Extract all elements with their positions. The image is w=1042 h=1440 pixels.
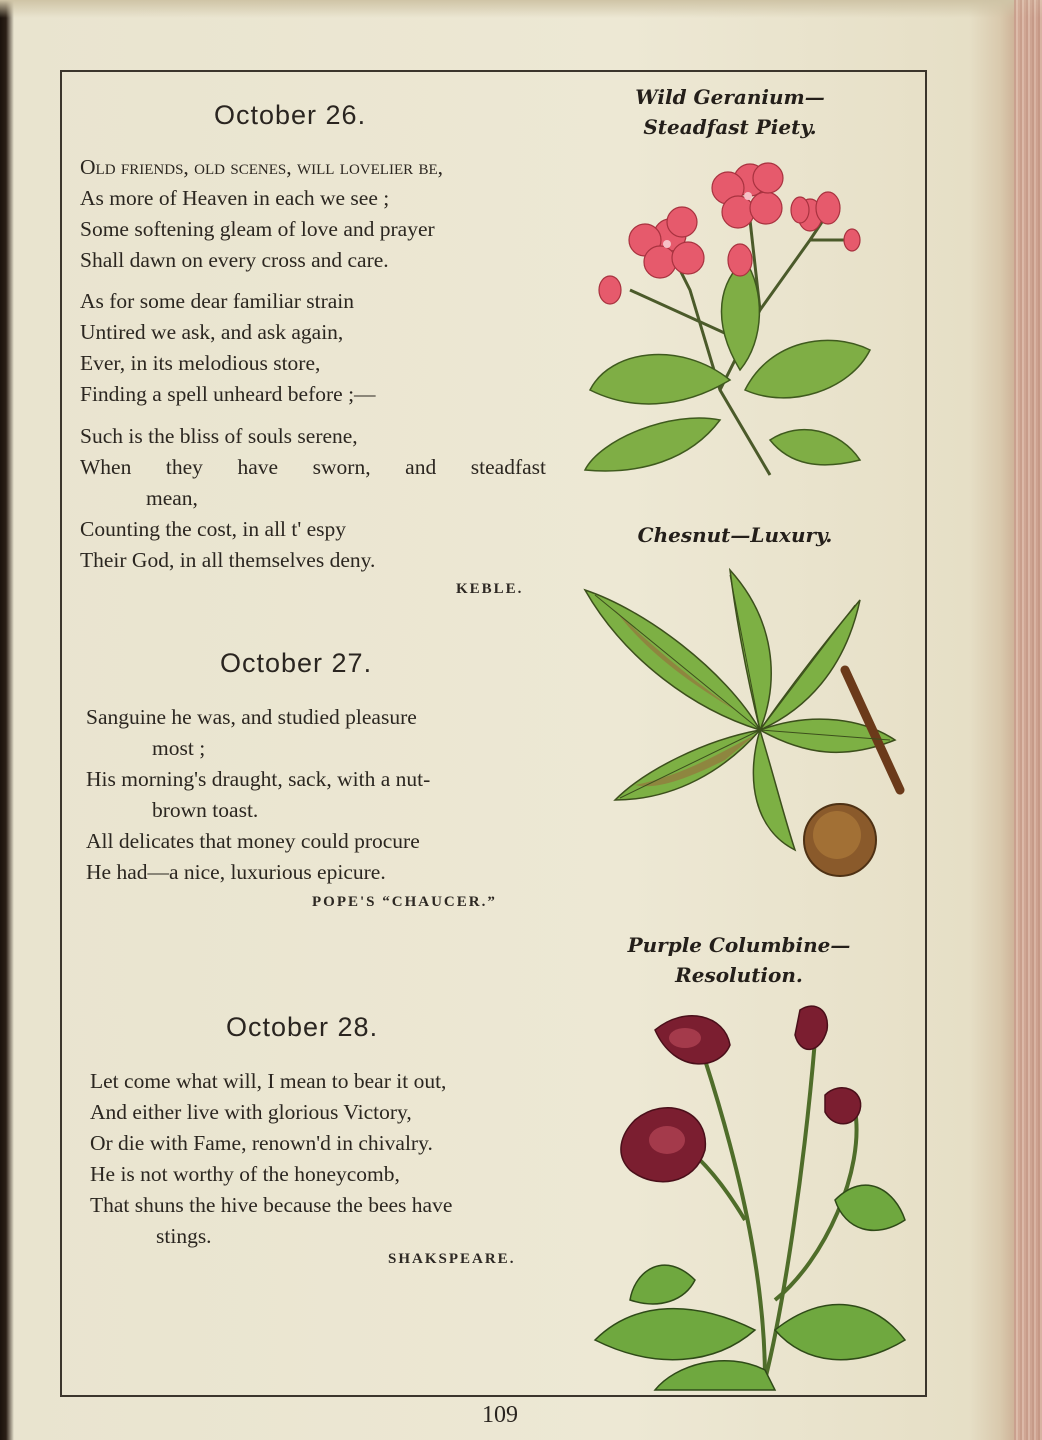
page-edge bbox=[1014, 0, 1042, 1440]
page-number: 109 bbox=[482, 1402, 518, 1428]
poem-line: His morning's draught, sack, with a nut- bbox=[86, 767, 431, 791]
poem-line: Or die with Fame, renown'd in chivalry. bbox=[90, 1131, 433, 1155]
page-top-shadow bbox=[0, 0, 1042, 18]
poem-line-text: Old friends, old scenes, will lovelier be, bbox=[80, 155, 444, 179]
poem-word: have bbox=[237, 455, 279, 479]
caption-line: Chesnut—Luxury. bbox=[637, 523, 833, 547]
poem-line: And either live with glorious Victory, bbox=[90, 1100, 412, 1124]
poem-line: most ; bbox=[152, 736, 206, 760]
poem-line: stings. bbox=[156, 1224, 212, 1248]
poem-line: Sanguine he was, and studied pleasure bbox=[86, 705, 417, 729]
poem-line: As more of Heaven in each we see ; bbox=[80, 186, 390, 210]
wild-geranium-illustration bbox=[570, 140, 900, 485]
attribution-shakspeare: SHAKSPEARE. bbox=[388, 1251, 516, 1267]
poem-line: Untired we ask, and ask again, bbox=[80, 320, 344, 344]
poem-line: Let come what will, I mean to bear it out, bbox=[90, 1069, 447, 1093]
poem-line bbox=[80, 152, 443, 183]
entry-date-oct-26: October 26. bbox=[214, 100, 367, 130]
poem-line: Ever, in its melodious store, bbox=[80, 351, 321, 375]
poem-line: Counting the cost, in all t' espy bbox=[80, 517, 347, 541]
entry-date-oct-27: October 27. bbox=[220, 648, 373, 678]
chestnut-leaf-illustration bbox=[575, 560, 905, 890]
poem-line: mean, bbox=[146, 486, 198, 510]
flower-caption-chesnut bbox=[600, 520, 870, 550]
attribution-pope: POPE'S “CHAUCER.” bbox=[312, 894, 497, 910]
poem-word: sworn, bbox=[312, 455, 371, 479]
stanza-oct26-2 bbox=[80, 286, 376, 410]
flower-caption-geranium bbox=[590, 82, 870, 142]
stanza-oct26-3 bbox=[80, 421, 546, 576]
poem-line: He had—a nice, luxurious epicure. bbox=[86, 860, 386, 884]
poem-line: All delicates that money could procure bbox=[86, 829, 420, 853]
purple-columbine-illustration bbox=[575, 1000, 910, 1390]
entry-date-oct-28: October 28. bbox=[226, 1012, 379, 1042]
stanza-oct27 bbox=[86, 702, 430, 888]
poem-line: He is not worthy of the honeycomb, bbox=[90, 1162, 400, 1186]
stanza-oct26-1 bbox=[80, 152, 443, 276]
poem-line: Finding a spell unheard before ;— bbox=[80, 382, 376, 406]
attribution-keble: KEBLE. bbox=[456, 581, 524, 597]
flower-caption-columbine bbox=[604, 930, 874, 990]
poem-line: That shuns the hive because the bees have bbox=[90, 1193, 453, 1217]
poem-line-justified bbox=[80, 452, 546, 483]
caption-line: Resolution. bbox=[675, 963, 803, 987]
stanza-oct28 bbox=[90, 1066, 452, 1252]
poem-line: Their God, in all themselves deny. bbox=[80, 548, 376, 572]
poem-line: Such is the bliss of souls serene, bbox=[80, 424, 358, 448]
caption-line: Wild Geranium— bbox=[635, 85, 825, 109]
poem-line: Some softening gleam of love and prayer bbox=[80, 217, 435, 241]
poem-word: When bbox=[80, 455, 132, 479]
caption-line: Purple Columbine— bbox=[627, 933, 851, 957]
caption-line: Steadfast Piety. bbox=[643, 115, 817, 139]
poem-line: brown toast. bbox=[152, 798, 259, 822]
poem-line: As for some dear familiar strain bbox=[80, 289, 355, 313]
poem-line: Shall dawn on every cross and care. bbox=[80, 248, 389, 272]
poem-word: steadfast bbox=[470, 455, 546, 479]
poem-word: they bbox=[165, 455, 203, 479]
poem-word: and bbox=[405, 455, 437, 479]
